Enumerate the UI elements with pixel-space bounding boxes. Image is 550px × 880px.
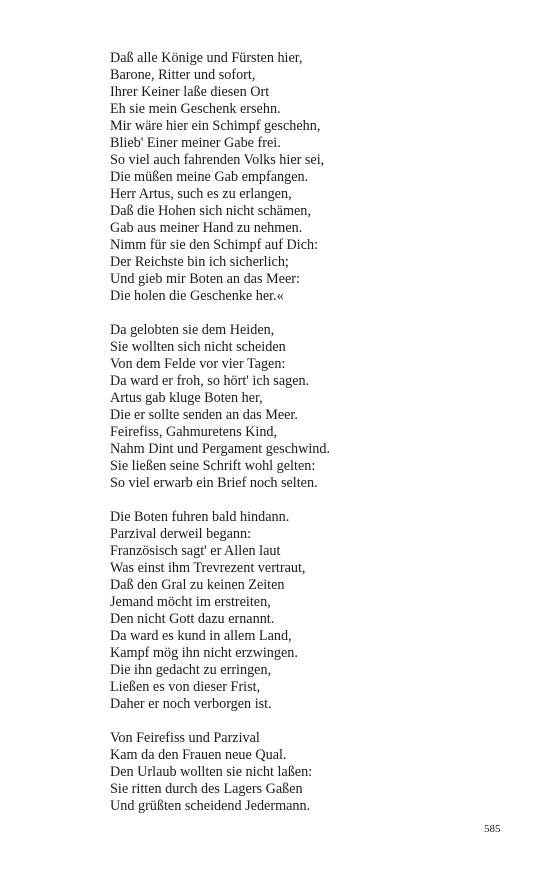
verse-line: Barone, Ritter und sofort, <box>110 67 256 83</box>
verse-line: Artus gab kluge Boten her, <box>110 390 263 406</box>
verse-line: Herr Artus, such es zu erlangen, <box>110 186 292 202</box>
verse-line: Den Urlaub wollten sie nicht laßen: <box>110 764 313 780</box>
verse-line: Nahm Dint und Pergament geschwind. <box>110 441 331 457</box>
verse-line: Und grüßten scheidend Jedermann. <box>110 798 311 814</box>
verse-line: Die ihn gedacht zu erringen, <box>110 662 272 678</box>
verse-line: So viel auch fahrenden Volks hier sei, <box>110 152 325 168</box>
verse-line: Die holen die Geschenke her.« <box>110 288 284 304</box>
verse-line: Von Feirefiss und Parzival <box>110 730 260 746</box>
verse-line: Mir wäre hier ein Schimpf geschehn, <box>110 118 321 134</box>
verse-line: Jemand möcht im erstreiten, <box>110 594 271 610</box>
verse-line: Daß die Hohen sich nicht schämen, <box>110 203 311 219</box>
verse-line: Da ward es kund in allem Land, <box>110 628 292 644</box>
verse-line: Die Boten fuhren bald hindann. <box>110 509 290 525</box>
verse-line: Da gelobten sie dem Heiden, <box>110 322 275 338</box>
stanza <box>110 50 530 305</box>
verse-line: Von dem Felde vor vier Tagen: <box>110 356 286 372</box>
verse-line: Ließen es von dieser Frist, <box>110 679 261 695</box>
poem-text <box>110 50 530 832</box>
verse-line: Daher er noch verborgen ist. <box>110 696 272 712</box>
verse-line: Parzival derweil begann: <box>110 526 252 542</box>
stanza <box>110 730 530 815</box>
verse-line: So viel erwarb ein Brief noch selten. <box>110 475 318 491</box>
verse-line: Da ward er froh, so hört' ich sagen. <box>110 373 310 389</box>
verse-line: Die er sollte senden an das Meer. <box>110 407 298 423</box>
verse-line: Sie wollten sich nicht scheiden <box>110 339 286 355</box>
verse-line: Ihrer Keiner laße diesen Ort <box>110 84 270 100</box>
verse-line: Kampf mög ihn nicht erzwingen. <box>110 645 298 661</box>
stanza <box>110 509 530 713</box>
verse-line: Nimm für sie den Schimpf auf Dich: <box>110 237 319 253</box>
verse-line: Eh sie mein Geschenk ersehn. <box>110 101 281 117</box>
verse-line: Daß den Gral zu keinen Zeiten <box>110 577 285 593</box>
verse-line: Und gieb mir Boten an das Meer: <box>110 271 300 287</box>
verse-line: Sie ritten durch des Lagers Gaßen <box>110 781 303 797</box>
verse-line: Den nicht Gott dazu ernannt. <box>110 611 275 627</box>
verse-line: Blieb' Einer meiner Gabe frei. <box>110 135 281 151</box>
verse-line: Gab aus meiner Hand zu nehmen. <box>110 220 303 236</box>
verse-line: Daß alle Könige und Fürsten hier, <box>110 50 303 66</box>
verse-line: Sie ließen seine Schrift wohl gelten: <box>110 458 316 474</box>
verse-line: Kam da den Frauen neue Qual. <box>110 747 287 763</box>
verse-line: Feirefiss, Gahmuretens Kind, <box>110 424 278 440</box>
verse-line: Was einst ihm Trevrezent vertraut, <box>110 560 306 576</box>
stanza <box>110 322 530 492</box>
verse-line: Französisch sagt' er Allen laut <box>110 543 281 559</box>
verse-line: Der Reichste bin ich sicherlich; <box>110 254 289 270</box>
page-number: 585 <box>484 823 501 835</box>
verse-line: Die müßen meine Gab empfangen. <box>110 169 309 185</box>
